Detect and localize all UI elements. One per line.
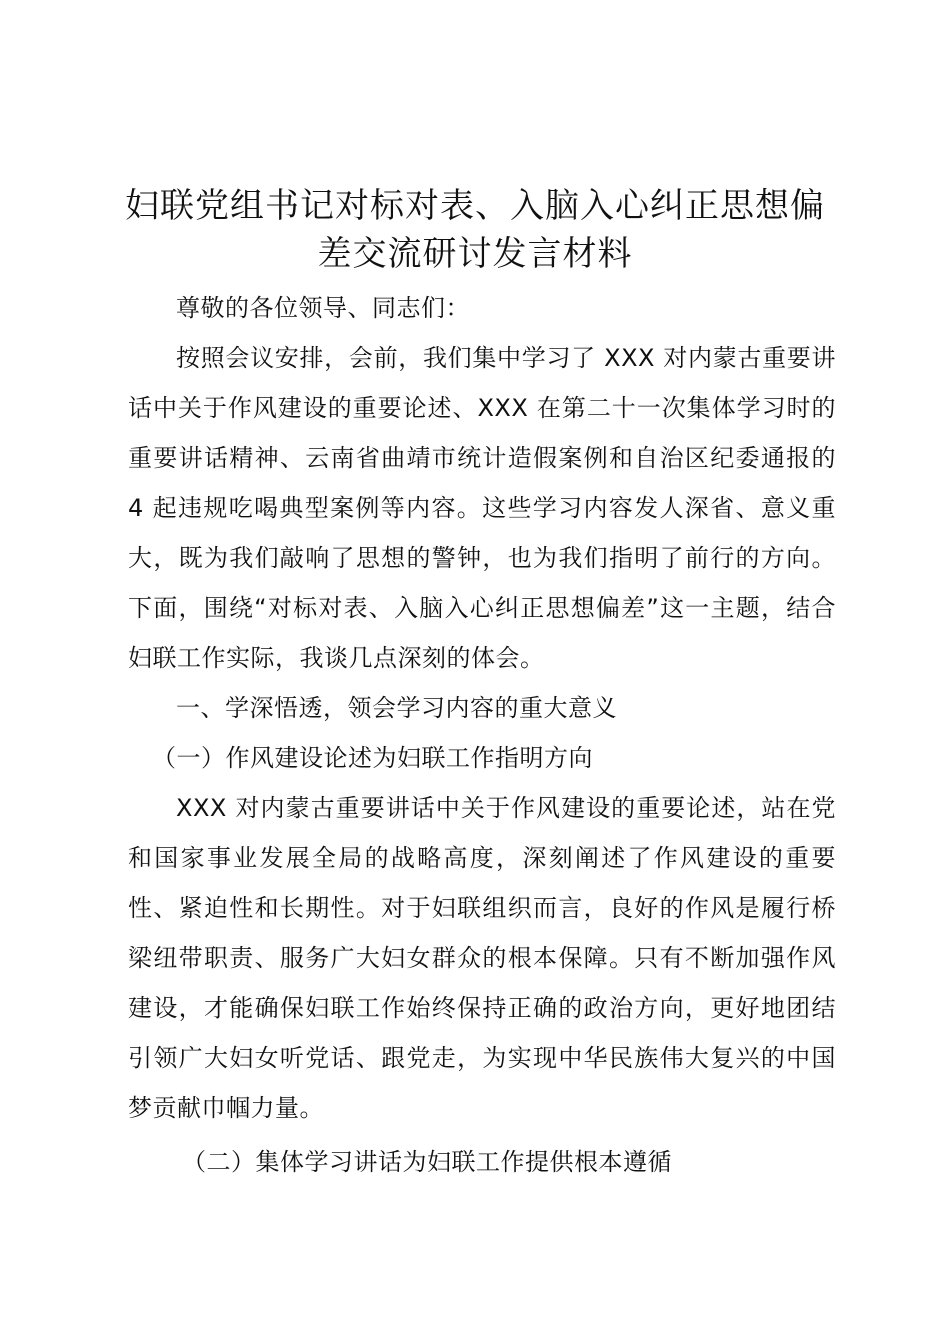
subsection-1-heading: （一）作风建设论述为妇联工作指明方向 [152,744,593,772]
document-title [100,182,850,278]
document-body [128,283,836,1187]
subsection-1-body: XXX 对内蒙古重要讲话中关于作风建设的重要论述，站在党和国家事业发展全局的战略高度，深刻阐述了作风建设的重要性、紧迫性和长期性。对于妇联组织而言，良好的作风是履行桥梁纽带职责、服务广大妇女群众的根本保障。只有不断加强作风建设，才能确保妇联工作始终保持正确的政治方向，更好地团结引领广大妇女听党话、跟党走，为实现中华民族伟大复兴的中国梦贡献巾帼力量。 [128,794,836,1122]
section-1-heading: 一、学深悟透，领会学习内容的重大意义 [176,694,617,722]
intro-paragraph: 按照会议安排，会前，我们集中学习了 XXX 对内蒙古重要讲话中关于作风建设的重要论述、XXX 在第二十一次集体学习时的重要讲话精神、云南省曲靖市统计造假案例和自治区纪委通报的 4 起违规吃喝典型案例等内容。这些学习内容发人深省、意义重大，既为我们敲响了思想的警钟，也为我们指明了前行的方向。下面，围绕“对标对表、入脑入心纠正思想偏差”这一主题，结合妇联工作实际，我谈几点深刻的体会。 [128,344,836,672]
title-line-2: 差交流研讨发言材料 [317,234,633,274]
subsection-2-heading: （二）集体学习讲话为妇联工作提供根本遵循 [182,1148,672,1176]
title-line-1: 妇联党组书记对标对表、入脑入心纠正思想偏 [125,186,825,226]
salutation: 尊敬的各位领导、同志们： [176,294,470,322]
